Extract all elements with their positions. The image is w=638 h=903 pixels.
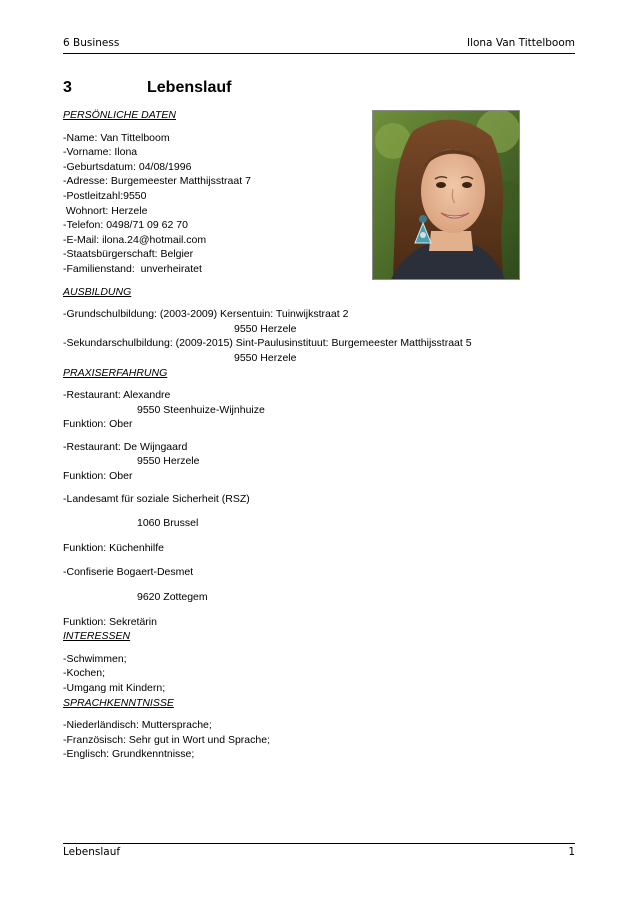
education-secondary: -Sekundarschulbildung: (2009-2015) Sint-Paulusinstituut: Burgemeester Matthijsstraat 5 [63,337,472,350]
section-heading-personal: PERSÖNLICHE DATEN [63,109,176,121]
header-section: 6 Business [63,37,120,49]
section-heading-interests: INTERESSEN [63,630,131,643]
education-primary-city: 9550 Herzele [234,322,297,335]
section-heading-languages: SPRACHKENNTNISSE [63,696,174,709]
section-heading-education: AUSBILDUNG [63,285,132,298]
education-primary: -Grundschulbildung: (2003-2009) Kersentuin: Tuinwijkstraat 2 [63,308,349,321]
job-function: Funktion: Ober [63,470,133,483]
personal-email: -E-Mail: ilona.24@hotmail.com [63,233,207,246]
language-item: -Niederländisch: Muttersprache; [63,719,212,732]
language-item: -Französisch: Sehr gut in Wort und Sprache; [63,733,270,746]
personal-name: -Name: Van Tittelboom [63,131,170,144]
job-function: Funktion: Küchenhilfe [63,541,164,554]
job-city: 9550 Herzele [137,455,200,468]
interest-item: -Kochen; [63,667,106,680]
header-author: Ilona Van Tittelboom [466,37,575,49]
personal-postcode: -Postleitzahl:9550 [63,189,147,202]
personal-phone: -Telefon: 0498/71 09 62 70 [63,219,188,232]
personal-firstname: -Vorname: Ilona [63,146,138,159]
interest-item: -Umgang mit Kindern; [63,682,166,694]
language-item: -Englisch: Grundkenntnisse; [63,748,195,761]
job-employer: -Landesamt für soziale Sicherheit (RSZ) [63,492,250,505]
page-footer [63,846,575,862]
personal-marital-status: -Familienstand: unverheiratet [63,262,202,275]
job-employer: -Confiserie Bogaert-Desmet [63,566,194,579]
interest-item: -Schwimmen; [63,652,127,665]
footer-divider [63,843,575,844]
footer-title: Lebenslauf [63,846,121,858]
section-heading-experience: PRAXISERFAHRUNG [63,366,168,379]
page-header [63,37,575,53]
job-function: Funktion: Sekretärin [63,615,157,628]
cv-content [63,108,583,762]
personal-birthdate: -Geburtsdatum: 04/08/1996 [63,160,192,173]
chapter-number: 3 [63,79,72,96]
job-employer: -Restaurant: De Wijngaard [63,440,188,453]
personal-city: Wohnort: Herzele [63,204,148,217]
job-employer: -Restaurant: Alexandre [63,389,171,402]
header-divider [63,53,575,54]
job-city: 1060 Brussel [137,517,199,530]
chapter-title: Lebenslauf [147,79,232,96]
job-function: Funktion: Ober [63,418,133,431]
personal-address: -Adresse: Burgemeester Matthijsstraat 7 [63,175,251,188]
job-city: 9550 Steenhuize-Wijnhuize [137,403,265,416]
job-city: 9620 Zottegem [137,591,208,604]
education-secondary-city: 9550 Herzele [234,351,297,364]
page-number: 1 [568,846,575,858]
personal-nationality: -Staatsbürgerschaft: Belgier [63,248,194,261]
